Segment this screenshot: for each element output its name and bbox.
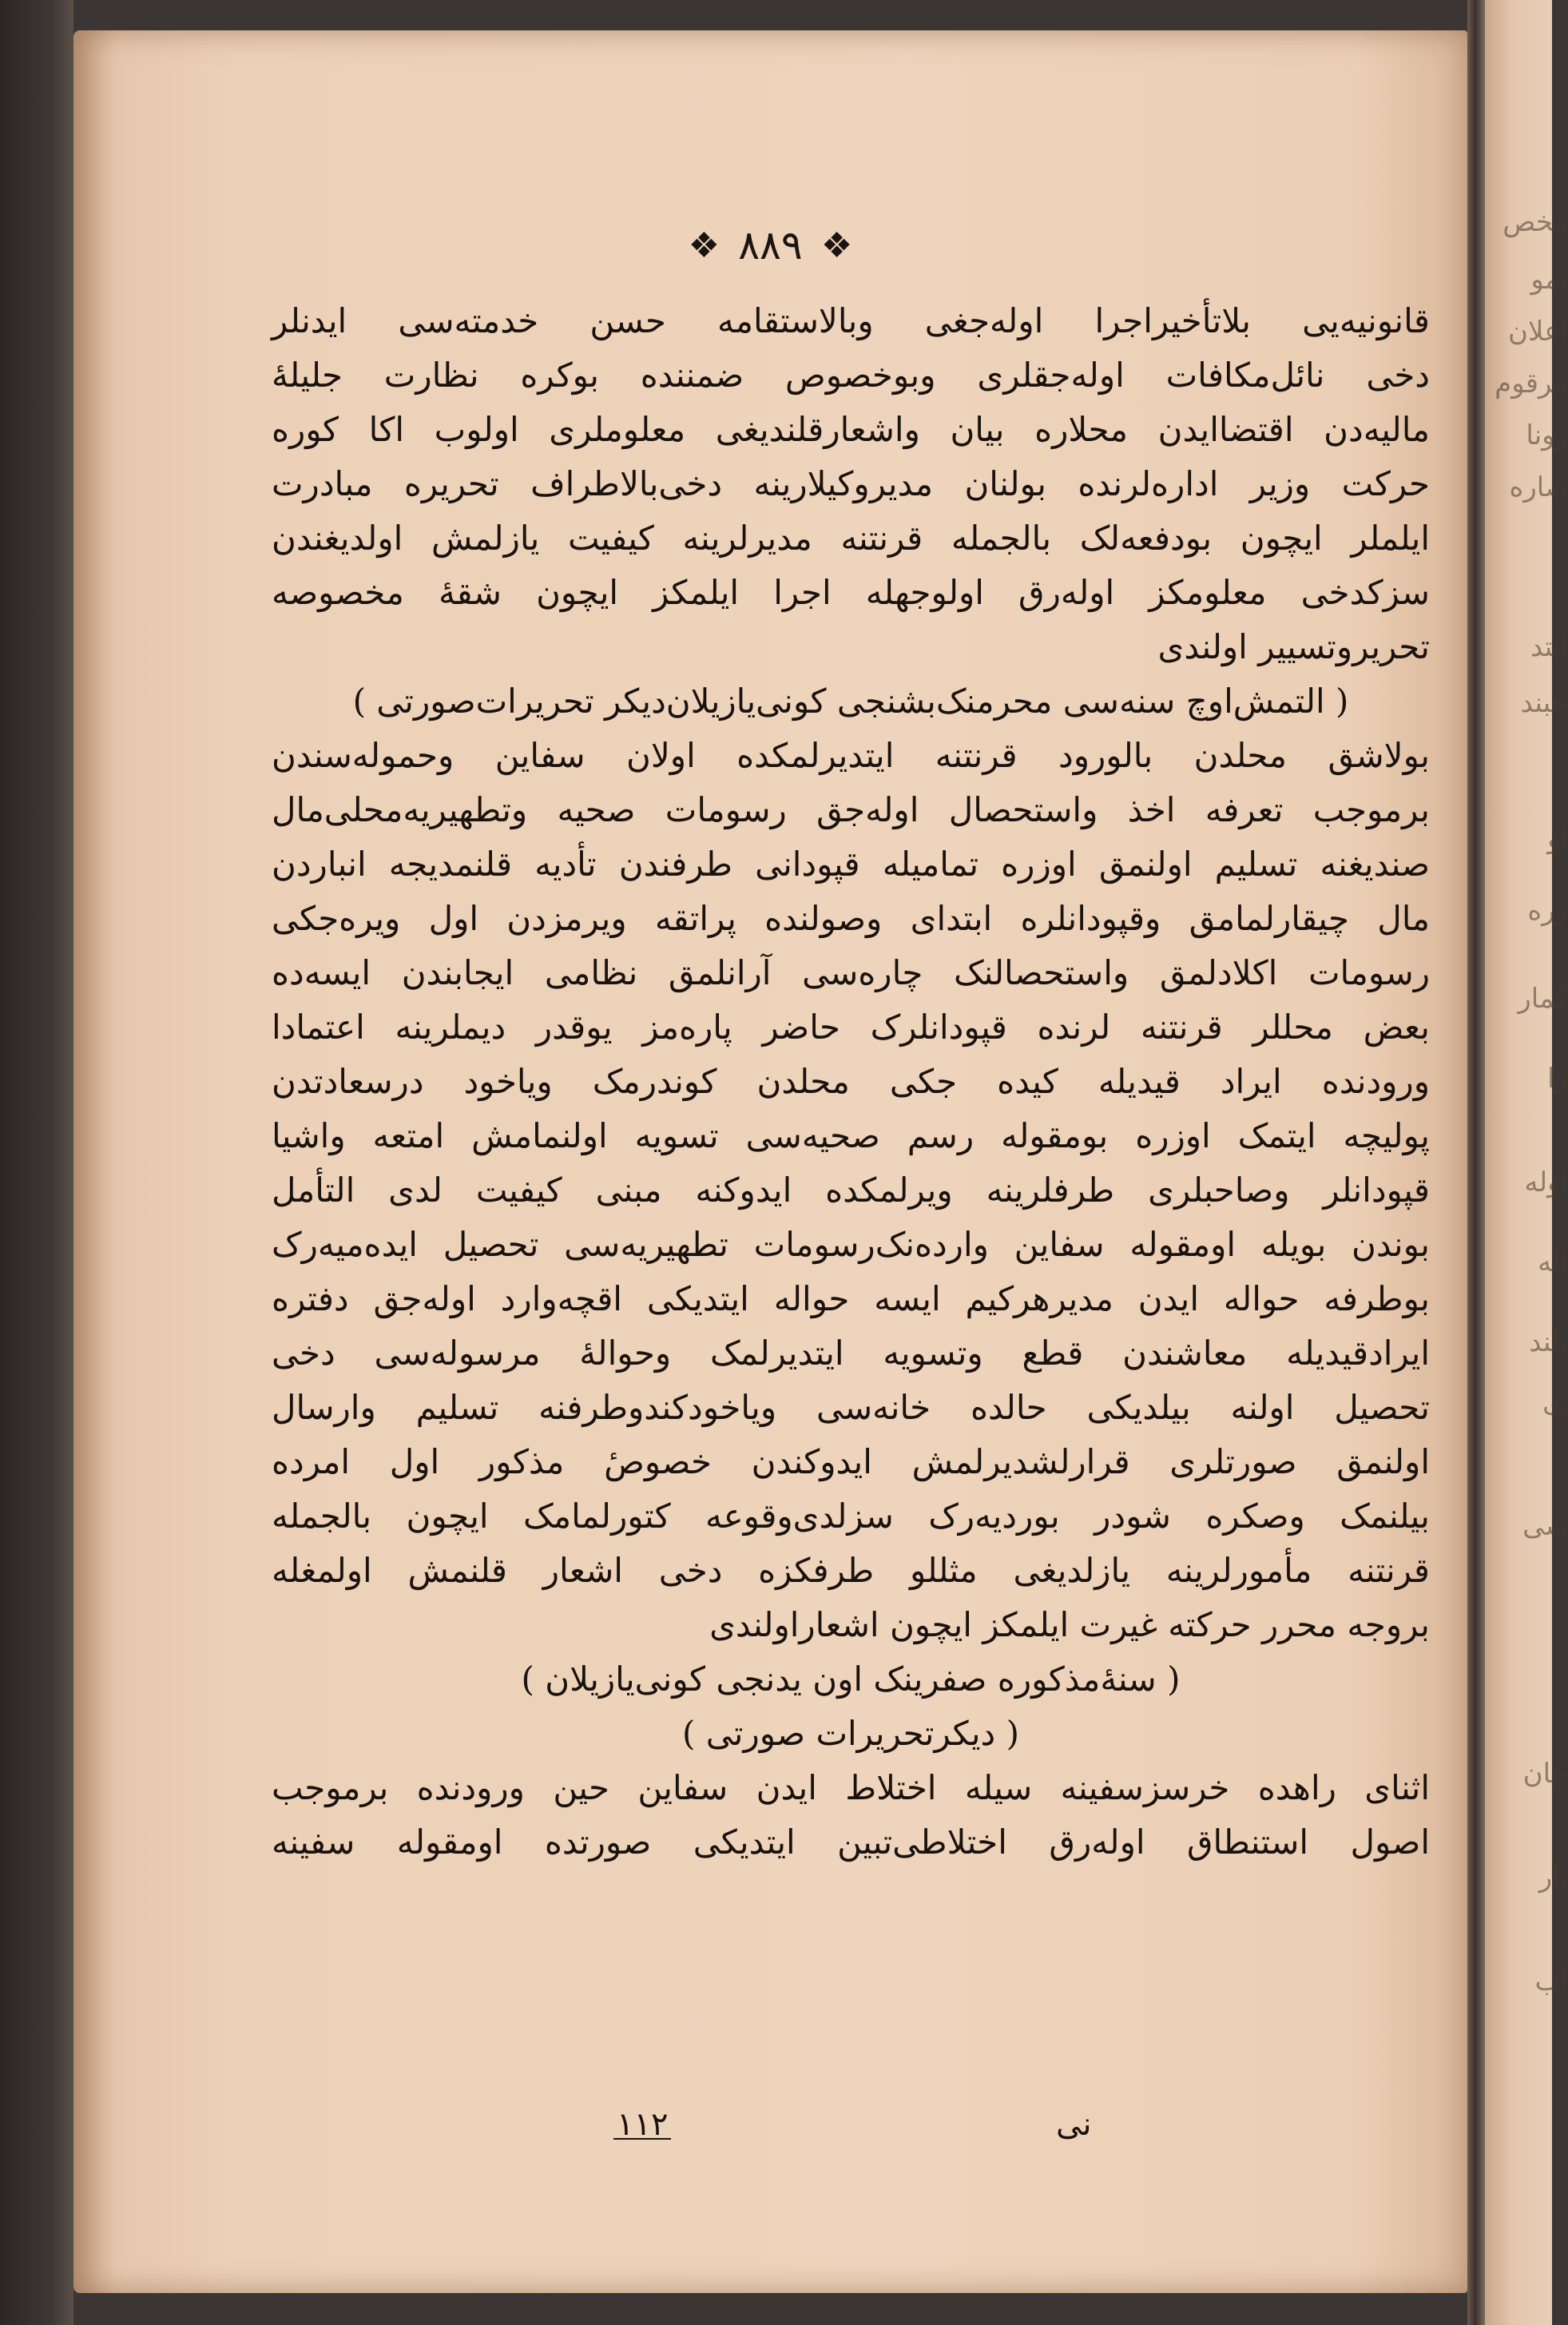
margin-bleed-text: اوله [1524,1166,1568,1198]
page-header [73,222,1467,286]
text-line: بیلنمک وصکره شودر بوردیه‌رک سزلدی‌وقوعه کتورلمامک ایچون بالجمله [272,1496,1430,1536]
text-line: بوطرفه حواله ایدن مدیرهرکیم ایسه حواله ایتدیکی اقچه‌وارد اوله‌جق دفتره [272,1279,1430,1318]
margin-bleed-text: اعلان [1508,316,1568,348]
text-line: مال چیقارلمامق وقپودانلره ابتدای وصولنده پراتقه ویرمزدن اول ویره‌جکی [272,899,1430,938]
text-line: دخی نائل‌مکافات اوله‌جقلری وبوخصوص ضمننده بوکره نظارت جلیلهٔ [272,356,1430,395]
margin-bleed-text: ابتد [1530,631,1568,663]
section-heading: ( التمش‌اوچ سنه‌سی محرمنک‌بشنجی کونی‌یازیلان‌دیکر تحریرات‌صورتی ) [352,682,1349,721]
margin-bleed-text: ت [1542,1390,1568,1422]
margin-bleed-text: صاره [1509,471,1568,503]
section-heading: ( سنهٔ‌مذکوره صفرینک اون یدنجی کونی‌یازیلان ) [521,1659,1181,1699]
margin-bleed-text: نار [1538,1862,1568,1894]
text-line: ورودنده ایراد قیدیله کیده جکی محلدن کوندرمک ویاخود درسعادتدن [272,1062,1430,1101]
text-line: برموجب تعرفه اخذ واستحصال اوله‌جق رسومات صحیه وتطهیریه‌محلی‌مال [272,790,1430,829]
signature-mark: ١١٢ [617,2106,669,2143]
margin-bleed-text: جان [1522,1758,1568,1790]
book-page [73,30,1467,2293]
text-line: بولاشق محلدن بالورود قرنتنه ایتدیرلمکده اولان سفاین وحموله‌سندن [272,736,1430,775]
text-line: ایرادقیدیله معاشندن قطع وتسویه ایتدیرلمک وحوالهٔ مرسوله‌سی دخی [272,1333,1430,1373]
text-line: تحریروتسییر اولندی [1157,627,1430,666]
text-line: قپودانلر وصاحبلری طرفلرینه ویرلمکده ایدوکنه مبنی کیفیت لدی التأمل [272,1170,1430,1210]
text-line: رسومات اکلادلمق واستحصالنک چاره‌سی آرانلمق نظامی ایجابندن ایسه‌ده [272,953,1430,992]
left-margin [0,0,73,2325]
page-footer [73,2106,1467,2154]
margin-bleed-text: حبند [1520,687,1568,719]
text-line: قرنتنه مأمورلرینه یازلدیغی مثللو طرفکزه دخی اشعار قلنمش اولمغله [272,1551,1430,1590]
next-page-edge [1485,0,1568,2325]
text-line: اثنای راهده خرسزسفینه سیله اختلاط ایدن سفاین حین ورودنده برموجب [272,1768,1430,1807]
margin-bleed-text: کمار [1518,983,1568,1015]
text-line: تحصیل اولنه بیلدیکی حالده خانه‌سی ویاخودکندوطرفنه تسلیم وارسال [272,1388,1430,1427]
body-text [272,294,1430,1870]
ornament-right-icon: ❖ [820,225,853,266]
margin-bleed-text: اله [1537,1246,1568,1278]
margin-bleed-text: مرقوم [1495,368,1568,399]
margin-bleed-text: سی [1522,1510,1568,1542]
text-line: بوندن بویله اومقوله سفاین وارده‌نک‌رسومات تطهیریه‌سی تحصیل ایده‌میه‌رک [272,1225,1430,1264]
text-line: بعض محللر قرنتنه لرنده قپودانلرک حاضر پاره‌مز یوقدر دیملرینه اعتمادا [272,1008,1430,1047]
text-line: صندیغنه تسلیم اولنمق اوزره تمامیله قپودانی طرفندن تأدیه قلنمدیجه انباردن [272,845,1430,884]
margin-bleed-text: رونا [1526,419,1568,451]
margin-bleed-text: او [1547,823,1568,855]
margin-bleed-text: را [1547,1063,1568,1095]
catchword: نی [1056,2106,1092,2143]
ornament-left-icon: ❖ [688,225,720,266]
margin-bleed-text: مخص [1503,206,1568,238]
text-line: ایلملر ایچون بودفعه‌لک بالجمله قرنتنه مدیرلرینه کیفیت یازلمش اولدیغندن [272,519,1430,558]
text-line: اصول استنطاق اوله‌رق اختلاطی‌تبین ایتدیکی صورتده اومقوله سفینه [272,1822,1430,1862]
margin-bleed-text: اب [1534,1965,1568,1997]
text-line: مالیه‌دن اقتضاایدن محلاره بیان واشعارقلندیغی معلوملری اولوب اکا کوره [272,410,1430,449]
text-line: بروجه محرر حرکته غیرت ایلمکز ایچون اشعاراولندی [709,1605,1430,1644]
book-gutter [1467,0,1485,2325]
text-line: حرکت وزیر اداره‌لرنده بولنان مدیروکیلارینه دخی‌بالاطراف تحریره مبادرت [272,464,1430,503]
text-line: پولیچه ایتمک اوزره بومقوله رسم صحیه‌سی تسویه اولنمامش امتعه واشیا [272,1116,1430,1155]
margin-bleed-text: وره [1527,895,1568,927]
margin-bleed-text: یلند [1529,1326,1568,1358]
text-line: اولنمق صورتلری قرارلشدیرلمش ایدوکندن خصوصٔ مذکور اول امرده [272,1442,1430,1481]
page-number: ٨٨٩ [738,222,803,268]
text-line: سزکدخی معلومکز اوله‌رق اولوجهله اجرا ایلمکز ایچون شقهٔ مخصوصه [272,573,1430,612]
margin-bleed-text: نمو [1530,264,1568,296]
section-heading: ( دیکرتحریرات صورتی ) [682,1714,1019,1753]
text-line: قانونیه‌یی بلاتأخیراجرا اوله‌جغی وبالاستقامه حسن خدمته‌سی ایدنلر [272,301,1430,340]
